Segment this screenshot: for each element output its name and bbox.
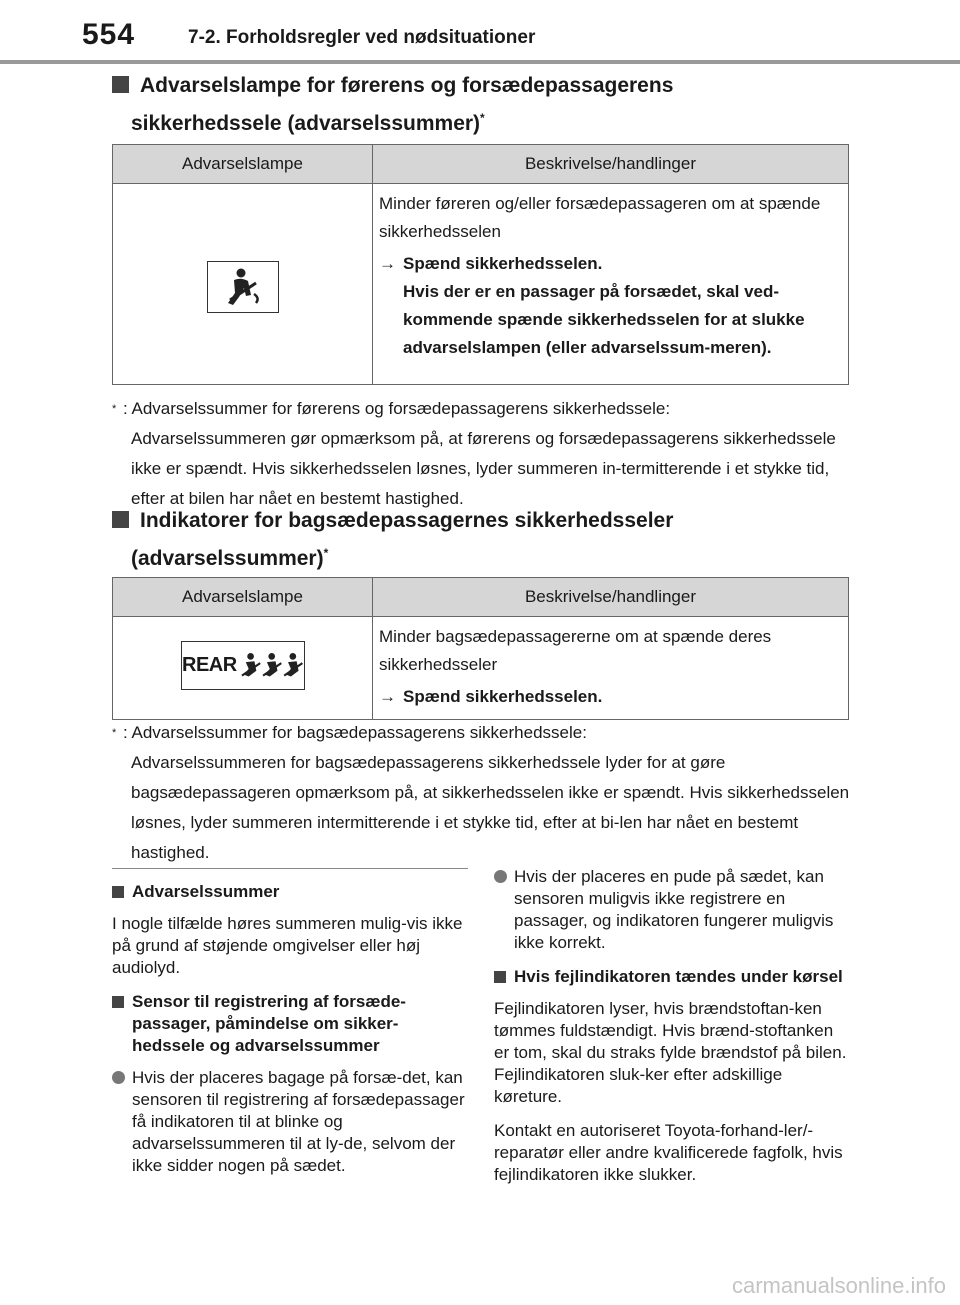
square-bullet-icon	[494, 971, 506, 983]
paragraph: Kontakt en autoriseret Toyota-forhand-ler/-reparatør eller andre kvalificerede fagfolk, hvis fejlindikatoren ikke slukker.	[494, 1121, 843, 1184]
lamp-cell	[113, 617, 373, 720]
warning-lamp-table-front	[112, 144, 849, 385]
lamp-cell	[113, 184, 373, 385]
bullet-item: Hvis der placeres en pude på sædet, kan sensoren muligvis ikke registrere en passager, og indikatoren fungerer muligvis ikke korrekt.	[494, 866, 850, 954]
paragraph: I nogle tilfælde høres summeren mulig-vis ikke på grund af støjende omgivelser eller høj audiolyd.	[112, 914, 463, 977]
section2-title: Indikatorer for bagsædepassagernes sikkerhedsseler (advarselssummer)*	[112, 505, 673, 575]
footnote-rear: * : Advarselssummer for bagsædepassagerens sikkerhedssele: Advarselssummeren for bagsædepassagerens sikkerhedssele lyder for at gøre bagsædepassageren opmærksom på, at sikkerhedsselen ikke er spændt. Hvis sikkerhedsselen løsnes, lyder summeren intermitterende i et stykke tid, efter at bi-len har nået en bestemt hastighed.	[112, 723, 850, 862]
seatbelt-warning-icon	[207, 261, 279, 313]
section1-title: Advarselslampe for førerens og forsædepassagerens sikkerhedssele (advarselssummer)*	[112, 70, 673, 140]
bullet-item: Hvis der placeres bagage på forsæ-det, kan sensoren til registrering af forsædepassager få indikatoren til at blinke og advarselssummeren til at ly-de, selvom der ikke sidder nogen på sædet.	[112, 1067, 468, 1177]
subheading: Advarselssummer	[112, 881, 468, 903]
action-item: → Spænd sikkerhedsselen. Hvis der er en passager på forsædet, skal ved-kommende spænde sikkerhedsselen for at slukke advarselslampen (eller advarselssum-meren).	[379, 250, 842, 362]
chapter-title: 7-2. Forholdsregler ved nødsituationer	[188, 27, 536, 48]
arrow-right-icon: →	[379, 687, 396, 706]
square-bullet-icon	[112, 76, 129, 93]
square-bullet-icon	[112, 886, 124, 898]
description-text: Minder bagsædepassagererne om at spænde deres sikkerhedsseler	[379, 627, 772, 674]
action-item: → Spænd sikkerhedsselen.	[379, 683, 842, 711]
header-divider	[0, 60, 960, 64]
footnote-front: * : Advarselssummer for førerens og forsædepassagerens sikkerhedssele: Advarselssummeren gør opmærksom på, at førerens og forsædepassagerens sikkerhedssele ikke er spændt. Hvis sikkerhedsselen løsnes, lyder summeren in-termitterende i et stykke tid, efter at bilen har nået en bestemt hastighed.	[112, 399, 836, 508]
rear-label: REAR	[182, 654, 237, 676]
arrow-right-icon: →	[379, 254, 396, 273]
rear-seatbelt-indicator-icon	[181, 641, 305, 690]
square-bullet-icon	[112, 511, 129, 528]
circle-bullet-icon	[112, 1071, 125, 1084]
table-header-description: Beskrivelse/handlinger	[373, 578, 849, 617]
warning-lamp-table-rear	[112, 577, 849, 720]
notes-right-column	[494, 866, 850, 1198]
page-header	[0, 0, 960, 62]
page-number: 554	[82, 18, 136, 51]
paragraph: Fejlindikatoren lyser, hvis brændstoftan-ken tømmes fuldstændigt. Hvis brænd-stoftanken er tom, skal du straks fylde brændstof på bilen. Fejlindikatoren sluk-ker efter adskillige køreture.	[494, 999, 847, 1106]
description-cell	[373, 184, 849, 385]
table-header-description: Beskrivelse/handlinger	[373, 145, 849, 184]
table-header-lamp: Advarselslampe	[113, 578, 373, 617]
description-text: Minder føreren og/eller forsædepassageren om at spænde sikkerhedsselen	[379, 194, 821, 241]
circle-bullet-icon	[494, 870, 507, 883]
square-bullet-icon	[112, 996, 124, 1008]
notes-left-column	[112, 868, 468, 1189]
description-cell	[373, 617, 849, 720]
watermark: carmanualsonline.info	[731, 1273, 946, 1298]
subheading: Hvis fejlindikatoren tændes under kørsel	[494, 966, 850, 988]
table-header-lamp: Advarselslampe	[113, 145, 373, 184]
subheading: Sensor til registrering af forsæde-passager, påmindelse om sikker-hedssele og advarselssummer	[112, 991, 468, 1057]
